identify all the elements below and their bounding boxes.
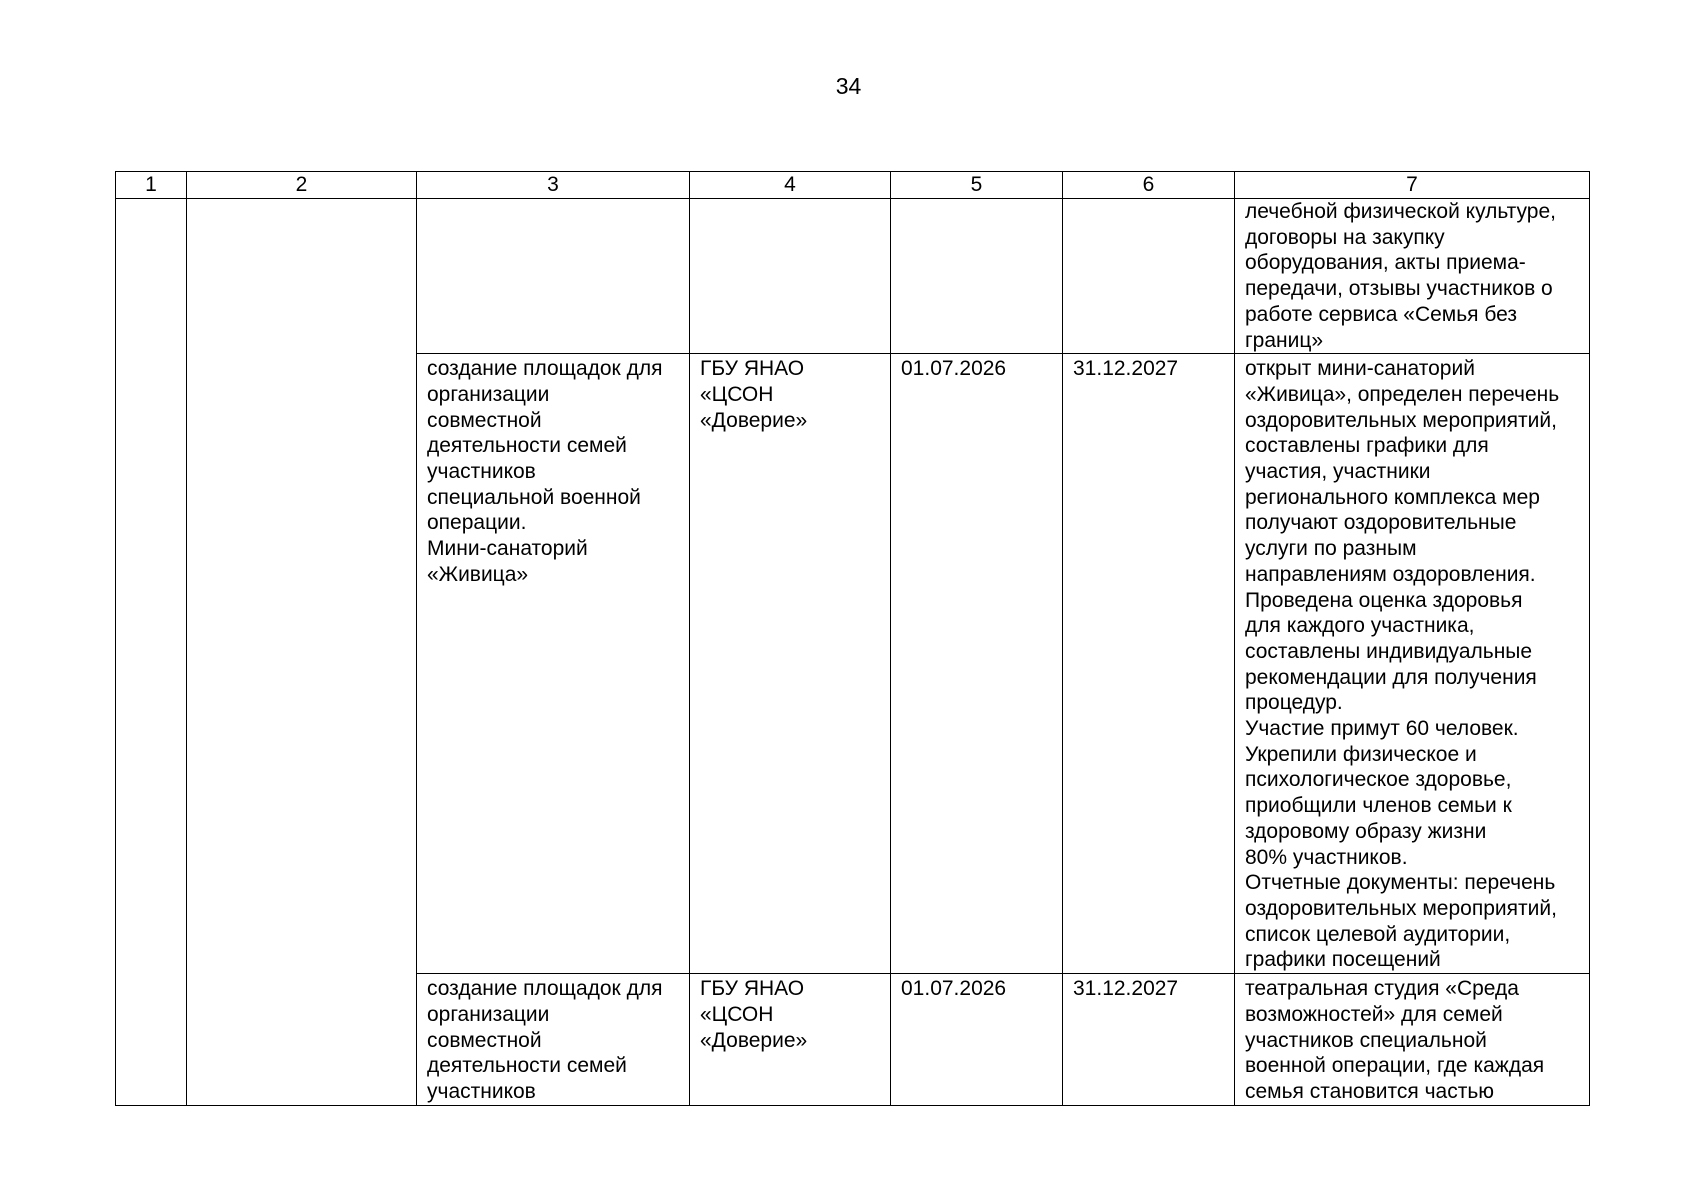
cell-end-date bbox=[1063, 199, 1235, 354]
cell-activity: создание площадок для организации совместной деятельности семей участников специальной военной операции. Мини-санаторий «Живица» bbox=[417, 354, 690, 974]
cell-start-date: 01.07.2026 bbox=[891, 974, 1063, 1106]
activities-table bbox=[115, 171, 1590, 1106]
cell-col1-merged bbox=[116, 199, 187, 1106]
table-row bbox=[116, 199, 1590, 354]
column-header-1: 1 bbox=[116, 172, 187, 199]
column-header-2: 2 bbox=[187, 172, 417, 199]
column-header-3: 3 bbox=[417, 172, 690, 199]
cell-activity bbox=[417, 199, 690, 354]
cell-activity: создание площадок для организации совместной деятельности семей участников bbox=[417, 974, 690, 1106]
cell-executor: ГБУ ЯНАО «ЦСОН «Доверие» bbox=[690, 974, 891, 1106]
column-header-7: 7 bbox=[1235, 172, 1590, 199]
cell-end-date: 31.12.2027 bbox=[1063, 974, 1235, 1106]
cell-result: открыт мини-санаторий «Живица», определен перечень оздоровительных мероприятий, составлены графики для участия, участники регионального комплекса мер получают оздоровительные услуги по разным направлениям оздоровления. Проведена оценка здоровья для каждого участника, составлены индивидуальные рекомендации для получения процедур. Участие примут 60 человек. Укрепили физическое и психологическое здоровье, приобщили членов семьи к здоровому образу жизни 80% участников. Отчетные документы: перечень оздоровительных мероприятий, список целевой аудитории, графики посещений bbox=[1235, 354, 1590, 974]
column-header-4: 4 bbox=[690, 172, 891, 199]
cell-result: театральная студия «Среда возможностей» для семей участников специальной военной операции, где каждая семья становится частью bbox=[1235, 974, 1590, 1106]
cell-start-date bbox=[891, 199, 1063, 354]
page-number: 34 bbox=[835, 73, 862, 99]
table-header-row bbox=[116, 172, 1590, 199]
cell-executor bbox=[690, 199, 891, 354]
cell-executor: ГБУ ЯНАО «ЦСОН «Доверие» bbox=[690, 354, 891, 974]
column-header-5: 5 bbox=[891, 172, 1063, 199]
cell-end-date: 31.12.2027 bbox=[1063, 354, 1235, 974]
cell-col2-merged bbox=[187, 199, 417, 1106]
column-header-6: 6 bbox=[1063, 172, 1235, 199]
cell-result: лечебной физической культуре, договоры на закупку оборудования, акты приема- передачи, отзывы участников о работе сервиса «Семья без границ» bbox=[1235, 199, 1590, 354]
cell-start-date: 01.07.2026 bbox=[891, 354, 1063, 974]
